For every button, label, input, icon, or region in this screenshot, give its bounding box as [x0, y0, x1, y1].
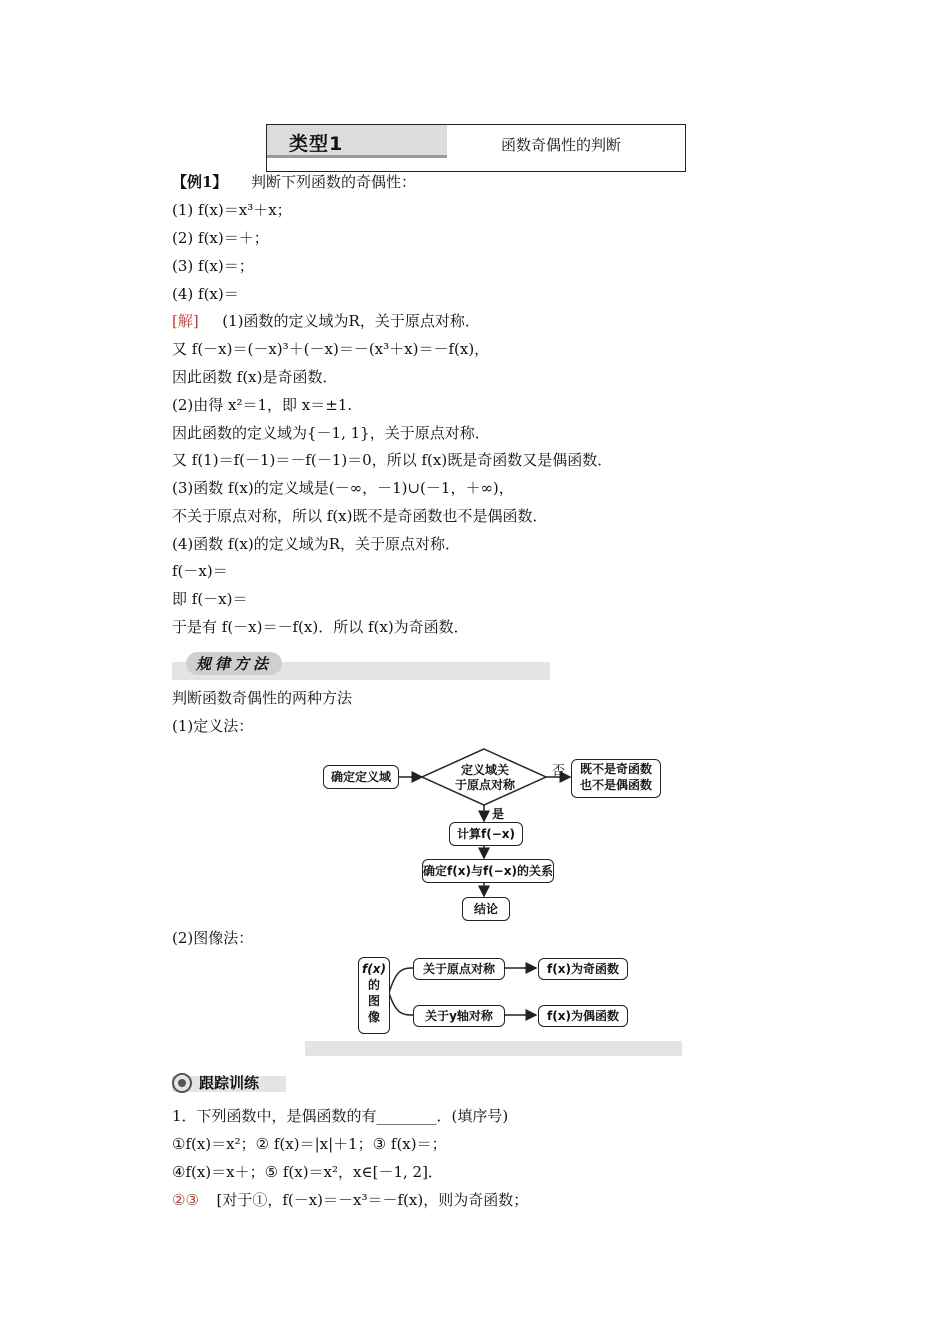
graph-source-line: 像 — [367, 1010, 380, 1024]
practice-options: ④f(x)＝x＋；⑤ f(x)＝x²，x∈[－1, 2]． — [172, 1163, 443, 1181]
flow-start-box: 确定定义域 — [323, 765, 399, 789]
solution-line: f(－x)＝ — [172, 562, 228, 580]
flow-result-box — [571, 759, 661, 798]
method-end-band — [305, 1041, 682, 1056]
answer-mark: ②③ — [172, 1191, 199, 1209]
flow-decision-line: 于原点对称 — [454, 778, 515, 792]
solution-line: 又 f(1)＝f(－1)＝－f(－1)＝0，所以 f(x)既是奇函数又是偶函数． — [172, 451, 613, 469]
graph-result-top: f(x)为奇函数 — [538, 958, 628, 980]
solution-line: 因此函数的定义域为{－1, 1}，关于原点对称． — [172, 424, 490, 442]
flow-yes-label: 是 — [492, 807, 505, 821]
example-item: (3) f(x)＝； — [172, 257, 254, 275]
method-band-label: 规律方法 — [186, 652, 282, 675]
flow-result-line: 既不是奇函数 — [579, 762, 652, 776]
type-tab-label: 类型1 — [289, 133, 344, 155]
answer-text: [对于①，f(－x)＝－x³＝－f(x)，则为奇函数； — [216, 1191, 529, 1209]
graph-source-line: 图 — [367, 994, 380, 1008]
solution-line: (3)函数 f(x)的定义域是(－∞，－1)∪(－1，＋∞)， — [172, 479, 514, 497]
flow-decision-line: 定义域关 — [460, 763, 509, 777]
flow-result-line: 也不是偶函数 — [579, 778, 652, 792]
flow-step3-box: 确定f(x)与f(−x)的关系 — [422, 859, 554, 883]
graph-source-line: f(x) — [362, 962, 386, 976]
example-item: (4) f(x)＝ — [172, 285, 239, 303]
graph-source-box — [358, 957, 390, 1034]
solution-line: (2)由得 x²＝1，即 x＝±1. — [172, 396, 353, 414]
method-graph-label: (2)图像法： — [172, 929, 254, 947]
graph-branch-top: 关于原点对称 — [413, 958, 505, 980]
method-intro: 判断函数奇偶性的两种方法 — [172, 689, 353, 707]
target-icon — [172, 1073, 192, 1093]
solution-line: (4)函数 f(x)的定义域为R，关于原点对称． — [172, 535, 461, 553]
flow-step2-box: 计算f(−x) — [449, 822, 523, 846]
type-title: 函数奇偶性的判断 — [501, 136, 622, 154]
graph-result-bottom: f(x)为偶函数 — [538, 1005, 628, 1027]
flow-step4-box: 结论 — [462, 897, 510, 921]
practice-options: ①f(x)＝x²；② f(x)＝|x|＋1；③ f(x)＝； — [172, 1135, 447, 1153]
solution-line: 又 f(－x)＝(－x)³＋(－x)＝－(x³＋x)＝－f(x)， — [172, 340, 490, 358]
graph-source-line: 的 — [367, 978, 380, 992]
example-label: 【例1】 — [172, 173, 228, 191]
solution-tag: [解] — [172, 312, 199, 330]
solution-line: 不关于原点对称，所以 f(x)既不是奇函数也不是偶函数． — [172, 507, 548, 525]
method-def-label: (1)定义法： — [172, 717, 254, 735]
practice-question: 1．下列函数中，是偶函数的有________．(填序号) — [172, 1107, 509, 1125]
solution-line: 因此函数 f(x)是奇函数． — [172, 368, 338, 386]
practice-band-label: 跟踪训练 — [199, 1074, 260, 1092]
solution-line: (1)函数的定义域为R，关于原点对称． — [222, 312, 480, 330]
practice-answer — [172, 1190, 528, 1210]
flow-decision-text — [454, 763, 516, 793]
solution-line: 即 f(－x)＝ — [172, 590, 248, 608]
flow-no-label: 否 — [552, 764, 566, 779]
example-item: (1) f(x)＝x³＋x； — [172, 201, 292, 219]
example-item: (2) f(x)＝＋； — [172, 229, 269, 247]
graph-branch-bottom: 关于y轴对称 — [413, 1005, 505, 1027]
example-prompt: 判断下列函数的奇偶性： — [251, 173, 417, 191]
solution-line: 于是有 f(－x)＝－f(x)．所以 f(x)为奇函数． — [172, 618, 469, 636]
